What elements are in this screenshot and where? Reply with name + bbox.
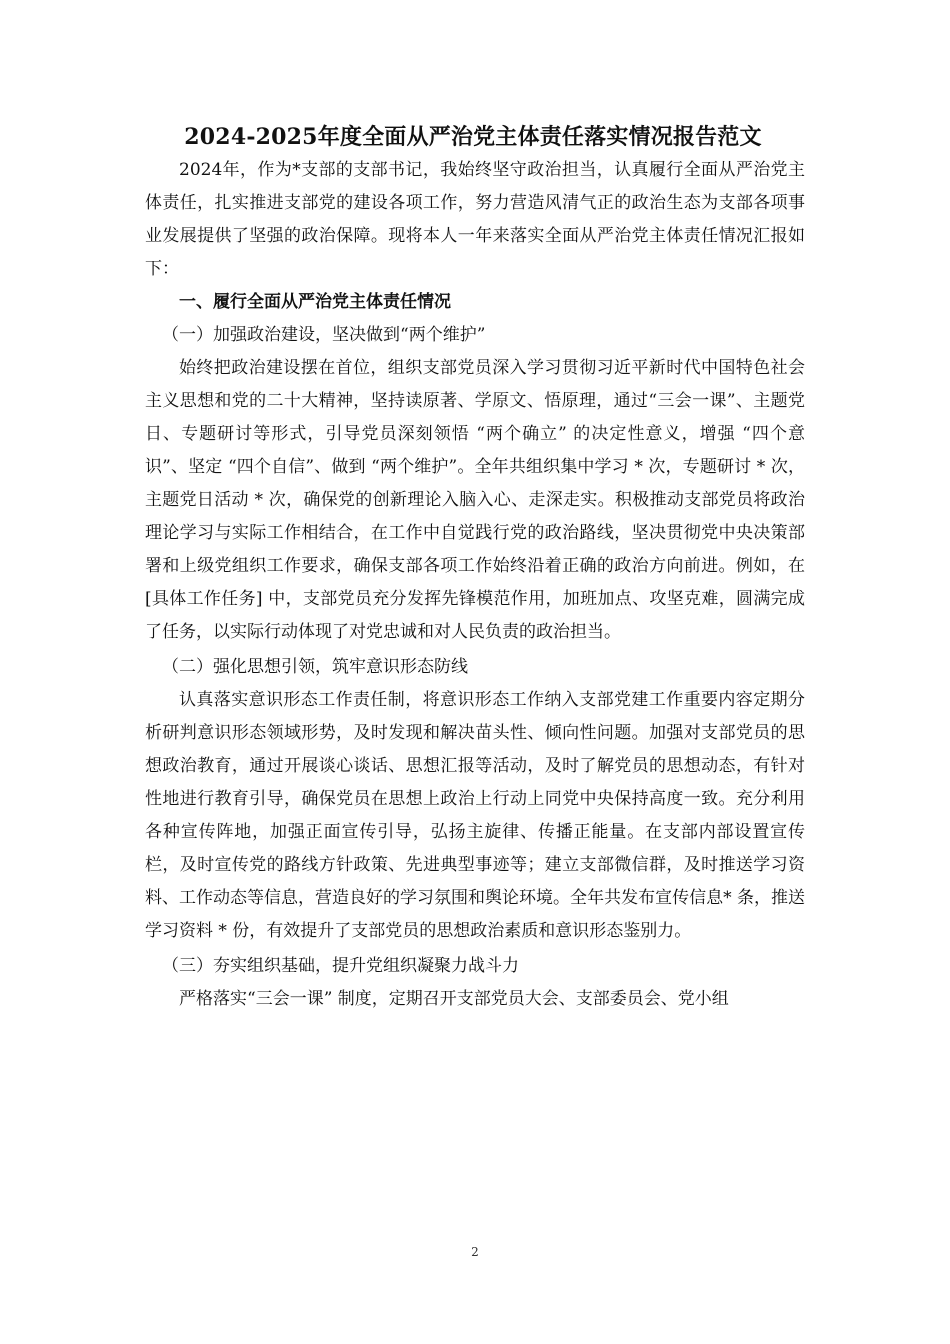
subsection-body-1: 始终把政治建设摆在首位，组织支部党员深入学习贯彻习近平新时代中国特色社会主义思想和党的二十大精神，坚持读原著、学原文、悟原理，通过“三会一课”、主题党日、专题研讨等形式，引导党员深刻领悟 “两个确立” 的决定性意义，增强 “四个意识”、坚定 “四个自信”、做到 “两个维护”。全年共组织集中学习 * 次，专题研讨 * 次，主题党日活动 * 次，确保党的创新理论入脑入心、走深走实。积极推动支部党员将政治理论学习与实际工作相结合，在工作中自觉践行党的政治路线，坚决贯彻党中央决策部署和上级党组织工作要求，确保支部各项工作始终沿着正确的政治方向前进。例如，在[具体工作任务] 中，支部党员充分发挥先锋模范作用，加班加点、攻坚克难，圆满完成了任务，以实际行动体现了对党忠诚和对人民负责的政治担当。 <box>145 358 805 642</box>
section-heading-1: 一、履行全面从严治党主体责任情况 <box>179 292 451 312</box>
subsection-heading-3: （三）夯实组织基础，提升党组织凝聚力战斗力 <box>162 956 519 976</box>
page-number: 2 <box>471 1245 479 1259</box>
subsection-heading-1: （一）加强政治建设，坚决做到“两个维护” <box>162 325 486 345</box>
subsection-heading-2: （二）强化思想引领，筑牢意识形态防线 <box>162 657 468 677</box>
document-body <box>145 122 805 1016</box>
document-title: 2024-2025年度全面从严治党主体责任落实情况报告范文 <box>184 124 762 150</box>
subsection-body-2: 认真落实意识形态工作责任制，将意识形态工作纳入支部党建工作重要内容定期分析研判意识形态领域形势，及时发现和解决苗头性、倾向性问题。加强对支部党员的思想政治教育，通过开展谈心谈话、思想汇报等活动，及时了解党员的思想动态，有针对性地进行教育引导，确保党员在思想上政治上行动上同党中央保持高度一致。充分利用各种宣传阵地，加强正面宣传引导，弘扬主旋律、传播正能量。在支部内部设置宣传栏，及时宣传党的路线方针政策、先进典型事迹等；建立支部微信群，及时推送学习资料、工作动态等信息，营造良好的学习氛围和舆论环境。全年共发布宣传信息* 条，推送学习资料 * 份，有效提升了支部党员的思想政治素质和意识形态鉴别力。 <box>145 690 805 941</box>
subsection-body-3: 严格落实“三会一课” 制度，定期召开支部党员大会、支部委员会、党小组 <box>179 989 729 1009</box>
intro-paragraph: 2024年，作为*支部的支部书记，我始终坚守政治担当，认真履行全面从严治党主体责任，扎实推进支部党的建设各项工作，努力营造风清气正的政治生态为支部各项事业发展提供了坚强的政治保障。现将本人一年来落实全面从严治党主体责任情况汇报如下： <box>145 160 805 279</box>
